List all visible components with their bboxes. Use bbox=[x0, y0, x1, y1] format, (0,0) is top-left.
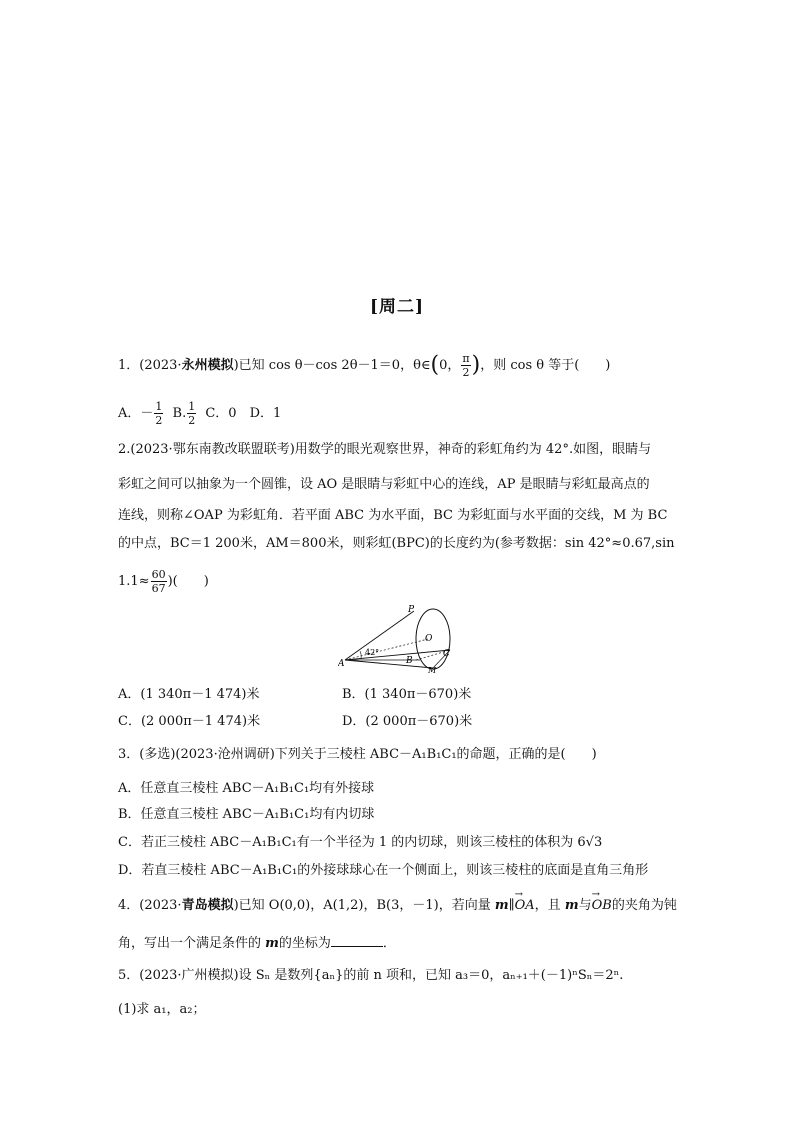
q3-option-d: D．若直三棱柱 ABC－A₁B₁C₁的外接球球心在一个侧面上，则该三棱柱的底面是直角三角形 bbox=[118, 863, 649, 878]
q2-option-d: D．(2 000π－670)米 bbox=[342, 714, 473, 729]
q2-option-a: A．(1 340π－1 474)米 bbox=[118, 687, 260, 702]
label-O: O bbox=[425, 634, 433, 644]
question-1-options: A．－ $\frac{1}{2}$ B. $\frac{1}{2}$ C．0 D．1 bbox=[118, 400, 282, 427]
question-2-line-5: 1.1≈ $\frac{60}{67}$ )( ) bbox=[118, 568, 209, 595]
q1-interval-fraction: $\frac{\pi}{2}$ bbox=[462, 352, 470, 379]
q1-source: 永州模拟 bbox=[181, 358, 234, 373]
label-M: M bbox=[428, 666, 437, 674]
page-title: [周二] bbox=[369, 297, 425, 317]
label-angle: 42° bbox=[365, 648, 380, 657]
rainbow-cone-figure bbox=[338, 604, 468, 674]
question-4-line-2: 角，写出一个满足条件的 m的坐标为 ． bbox=[118, 936, 396, 951]
q3-option-c: C．若正三棱柱 ABC－A₁B₁C₁有一个半径为 1 的内切球，则该三棱柱的体积为 6√3 bbox=[118, 835, 603, 850]
q4-source: 青岛模拟 bbox=[181, 898, 234, 913]
answer-blank bbox=[331, 934, 383, 947]
question-2-line-3: 连线，则称∠OAP 为彩虹角．若平面 ABC 为水平面，BC 为彩虹面与水平面的交线，M 为 BC bbox=[118, 508, 668, 523]
question-3-stem: 3．(多选)(2023·沧州调研)下列关于三棱柱 ABC－A₁B₁C₁的命题，正确的是( ) bbox=[118, 747, 597, 762]
question-2-line-2: 彩虹之间可以抽象为一个圆锥，设 AO 是眼睛与彩虹中心的连线，AP 是眼睛与彩虹最高点的 bbox=[118, 477, 650, 492]
question-2-line-1: 2.(2023·鄂东南教改联盟联考)用数学的眼光观察世界，神奇的彩虹角约为 42°.如图，眼睛与 bbox=[118, 442, 652, 457]
label-P: P bbox=[408, 605, 415, 615]
question-2-line-4: 的中点，BC＝1 200米，AM＝800米，则彩虹(BPC)的长度约为(参考数据：sin 42°≈0.67,sin bbox=[118, 536, 675, 551]
question-4-line-1: 4．(2023·青岛模拟)已知 O(0,0)，A(1,2)，B(3，－1)，若向量 m∥→ OA，且 m与→ OB的夹角为钝 bbox=[118, 897, 677, 915]
label-A: A bbox=[338, 659, 345, 669]
question-1-stem: 1．(2023·永州模拟)已知 cos θ－cos 2θ－1＝0，θ∈(0， $\frac{\pi}{2}$ )，则 cos θ 等于( ) bbox=[118, 352, 611, 379]
question-5-stem: 5．(2023·广州模拟)设 Sₙ 是数列{aₙ}的前 n 项和，已知 a₃＝0，aₙ₊₁＋(－1)ⁿSₙ＝2ⁿ. bbox=[118, 968, 624, 983]
q3-option-b: B．任意直三棱柱 ABC－A₁B₁C₁均有内切球 bbox=[118, 807, 375, 822]
q3-option-a: A．任意直三棱柱 ABC－A₁B₁C₁均有外接球 bbox=[118, 781, 375, 796]
label-B: B bbox=[406, 656, 413, 666]
q2-option-c: C．(2 000π－1 474)米 bbox=[118, 714, 261, 729]
question-5-part-1: (1)求 a₁，a₂； bbox=[118, 1002, 206, 1017]
q2-option-b: B．(1 340π－670)米 bbox=[342, 687, 472, 702]
label-C: C bbox=[443, 649, 450, 659]
